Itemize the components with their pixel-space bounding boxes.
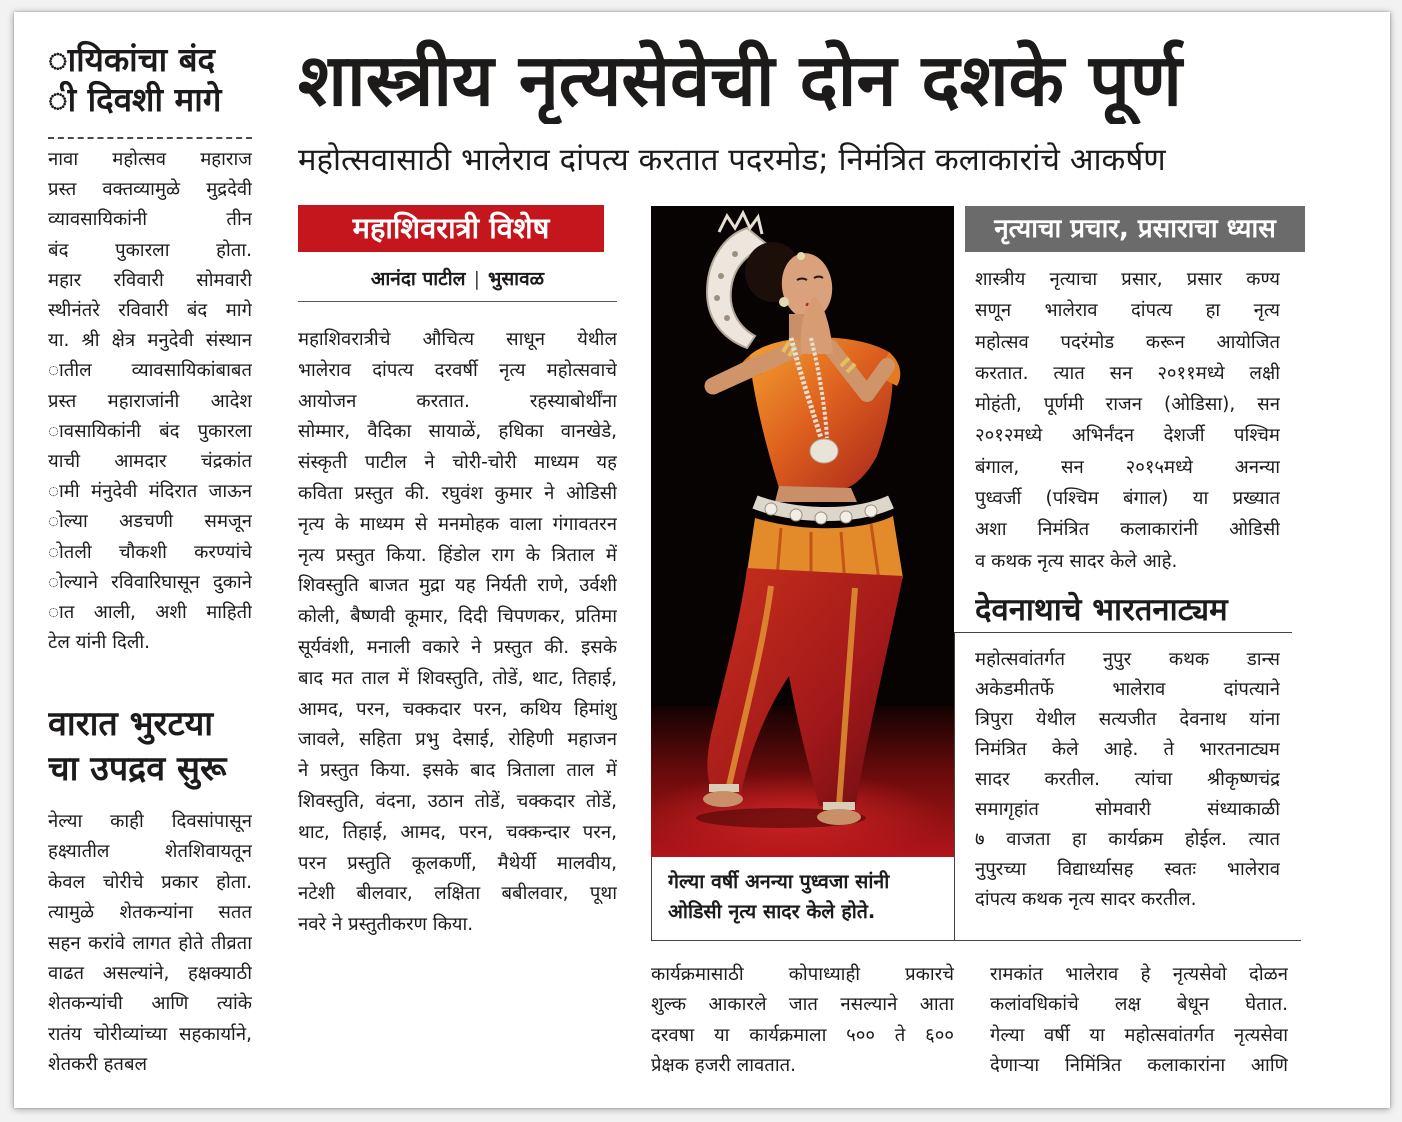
byline-location: भुसावळ <box>487 268 545 290</box>
body-line: नृत्य के माध्यम से मनमोहक वाला गंगावतरन <box>298 513 617 535</box>
body-line: २०१२मध्ये अभिर्नंदन देशर्जी पश्चिम <box>975 425 1280 447</box>
story-line: ामी मंनुदेवी मंदिरात जाऊन <box>48 481 252 503</box>
left-story-2 <box>48 807 252 1081</box>
byline-author: आनंदा पाटील <box>370 268 466 290</box>
body-line: अकेडमीतर्फे भालेराव दांपत्याने <box>975 679 1280 700</box>
story-line: केवल चोरीचे प्रकार होता. <box>48 871 252 893</box>
headline-line: ी दिवशी मागे <box>48 80 222 119</box>
body-line: कोली, बैष्णवी कूमार, दिदी चिपणकर, प्रतिमा <box>298 606 617 628</box>
left-headline-1 <box>48 40 258 120</box>
body-line: निमंत्रित केले आहे. ते भारतनाट्यम <box>975 739 1280 760</box>
sidebar-subhead: देवनाथाचे भारतनाट्यम <box>975 592 1228 628</box>
dancer-photo <box>651 206 954 857</box>
horizontal-divider <box>651 940 1301 941</box>
subhead-divider <box>955 632 1292 633</box>
vertical-divider <box>954 632 955 941</box>
subheadline: महोत्सवासाठी भालेराव दांपत्य करतात पदरमोड; निमंत्रित कलाकारांचे आकर्षण <box>298 142 1166 178</box>
left-headline-2 <box>48 702 258 792</box>
story-line: प्रस्त वक्तव्यामुळे मुद्रदेवी <box>48 179 252 201</box>
body-line: समागृहांत सोमवारी संध्याकाळी <box>975 799 1280 820</box>
body-line: आमद, परन, चक्कदार परन, कथिय हिमांशु <box>298 698 617 720</box>
byline-divider <box>298 301 617 302</box>
story-line: स्थीनंतरे रविवारी बंद मागे <box>48 300 252 322</box>
body-line: शुल्क आकारले जात नसल्याने आता <box>651 994 954 1016</box>
body-line: संस्कृती पाटील ने चोरी-चोरी माध्यम यह <box>298 452 617 474</box>
story-line: या. श्री क्षेत्र मनुदेवी संस्थान <box>48 330 252 352</box>
story-line: टेल यांनी दिली. <box>48 632 151 654</box>
body-line: गेल्या वर्षी या महोत्सवांतर्गत नृत्यसेवा <box>990 1024 1288 1046</box>
body-line: भालेराव दांपत्य दरवर्षी नृत्य महोत्सवाचे <box>298 359 617 381</box>
body-line: शास्त्रीय नृत्याचा प्रसार, प्रसार कण्य <box>975 269 1280 290</box>
body-line: महोत्सवांतर्गत नुपुर कथक डान्स <box>975 649 1280 670</box>
body-line: नृत्य प्रस्तुत किया. हिंडोल राग के त्रिताल में <box>298 544 617 566</box>
body-line: प्रेक्षक हजरी लावतात. <box>651 1055 797 1077</box>
headline-line: चा उपद्रव सुरू <box>48 749 227 789</box>
story-line: वाढत असल्यांने, हक्षक्याठी <box>48 963 252 985</box>
body-line: नवरे ने प्रस्तुतीकरण किया. <box>298 914 474 936</box>
story-line: ोतली चौकशी करण्यांचे <box>48 541 252 563</box>
photo-caption <box>651 857 954 940</box>
body-line: ने प्रस्तुत किया. इसके बाद त्रिताला ताल में <box>298 760 617 782</box>
body-line: दांपत्य कथक नृत्य सादर करतील. <box>975 889 1197 910</box>
story-line: त्यामुळे शेतकन्यांना सतत <box>48 902 252 924</box>
body-line: कविता प्रस्तुत की. रघुवंश कुमार ने ओडिसी <box>298 482 617 504</box>
continuation-right <box>990 960 1288 1082</box>
story-line: सहन करांवे लागत होते तीव्रता <box>48 932 252 954</box>
story-line: शेतकन्यांची आणि त्यांके <box>48 993 252 1015</box>
body-line: शिवस्तुति, वंदना, उठान तोडें, चक्कदार तोडें, <box>298 790 617 812</box>
dashed-divider <box>48 137 252 139</box>
body-line: महोत्सव पदरंमोड करून आयोजित <box>975 331 1280 353</box>
body-line: कार्यक्रमासाठी कोपाध्याही प्रकारचे <box>651 964 954 985</box>
body-line: परन प्रस्तुति कूलकर्णी, मैथेर्यी मालवीय, <box>298 852 617 874</box>
body-line: रामकांत भालेराव हे नृत्यसेवो दोळन <box>990 964 1288 985</box>
story-line: ोल्या अडचणी समजून <box>48 511 252 533</box>
body-line: सोम्मार, वैदिका सायाळें, हधिका वानखेडे, <box>298 421 617 443</box>
body-line: मोहंती, पूर्णमी राजन (ओडिसा), सन <box>975 394 1280 416</box>
body-line: महाशिवरात्रीचे औचित्य साधून येथील <box>298 329 617 350</box>
body-line: नुपुरच्या विद्यार्ध्यासह स्वतः भालेराव <box>975 859 1280 880</box>
body-line: कलांवधिकांचे लक्ष बेधून घेतात. <box>990 994 1288 1016</box>
body-line: थाट, तिहाई, आमद, परन, चक्कन्दार परन, <box>298 821 617 843</box>
story-line: ातील व्यावसायिकांबाबत <box>48 360 252 382</box>
byline-separator: | <box>473 268 480 290</box>
sidebar-body-2 <box>975 645 1280 915</box>
body-line: सणून भालेराव दांपत्य हा नृत्य <box>975 300 1280 322</box>
story-line: व्यावसायिकांनी तीन <box>48 209 252 231</box>
left-story-1 <box>48 145 252 658</box>
story-line: महार रविवारी सोमवारी <box>48 269 252 291</box>
body-line: ७ वाजता हा कार्यक्रम होईल. त्यात <box>975 829 1280 850</box>
feature-body <box>298 325 617 941</box>
story-line: नेल्या काही दिवसांपासून <box>48 811 252 832</box>
story-line: याची आमदार चंद्रकांत <box>48 451 252 473</box>
body-line: जावले, सहिता प्रभु देसाई, रोहिणी महाजन <box>298 729 617 751</box>
caption-line: ओडिसी नृत्य सादर केले होते. <box>668 900 876 923</box>
body-line: बाद मत ताल में शिवस्तुति, तोडें, थाट, तिहाई, <box>298 667 617 689</box>
continuation-left <box>651 960 954 1082</box>
story-line: रातंय चोरीव्यांच्या सहकार्याने, <box>48 1023 252 1045</box>
body-line: अशा निमंत्रित कलाकारांनी ओडिसी <box>975 519 1280 541</box>
story-line: हक्ष्यातील शेतशिवायतून <box>48 841 252 863</box>
sidebar-label: नृत्याचा प्रचार, प्रसाराचा ध्यास <box>965 206 1305 252</box>
story-line: बंद पुकारला होता. <box>48 239 252 261</box>
body-line: शिवस्तुति बाजत मुद्रा यह निर्यती राणे, उर्वशी <box>298 575 617 597</box>
story-line: ात आली, अशी माहिती <box>48 602 252 624</box>
body-line: नटेशी बीलवार, लक्षिता बबीलवार, पूथा <box>298 883 617 905</box>
body-line: बंगाल, सन २०१५मध्ये अनन्या <box>975 456 1280 478</box>
byline <box>298 266 617 292</box>
body-line: करतात. त्यात सन २०११मध्ये लक्षी <box>975 362 1280 384</box>
body-line: त्रिपुरा येथील सत्यजीत देवनाथ यांना <box>975 709 1280 730</box>
caption-text <box>668 867 948 927</box>
story-line: ावसायिकांनी बंद पुकारला <box>48 420 252 442</box>
body-line: देणाऱ्या निमिंत्रित कलाकारांना आणि <box>990 1055 1288 1077</box>
body-line: सूर्यवंशी, मनाली वकारे ने प्रस्तुत की. इसके <box>298 636 617 658</box>
body-line: दरवषा या कार्यक्रमाला ५०० ते ६०० <box>651 1024 954 1046</box>
body-line: पुध्वर्जी (पश्चिम बंगाल) या प्रख्यात <box>975 488 1280 510</box>
body-line: सादर करतील. त्यांचा श्रीकृष्णचंद्र <box>975 769 1280 790</box>
caption-line: गेल्या वर्षी अनन्या पुध्वजा सांनी <box>668 870 890 893</box>
story-line: ोल्याने रविवारिघासून दुकाने <box>48 571 252 593</box>
body-line: व कथक नृत्य सादर केले आहे. <box>975 550 1178 572</box>
headline-line: वारात भुरटया <box>48 704 214 744</box>
story-line: प्रस्त महाराजांनी आदेश <box>48 390 252 412</box>
main-headline: शास्त्रीय नृत्यसेवेची दोन दशके पूर्ण <box>298 38 1182 122</box>
section-label: महाशिवरात्री विशेष <box>298 205 604 252</box>
story-line: नावा महोत्सव महाराज <box>48 149 252 170</box>
body-line: आयोजन करतात. रहस्याबोर्थींना <box>298 390 617 412</box>
sidebar-body <box>975 264 1280 577</box>
story-line: शेतकरी हतबल <box>48 1054 148 1076</box>
headline-line: ायिकांचा बंद <box>48 40 216 79</box>
